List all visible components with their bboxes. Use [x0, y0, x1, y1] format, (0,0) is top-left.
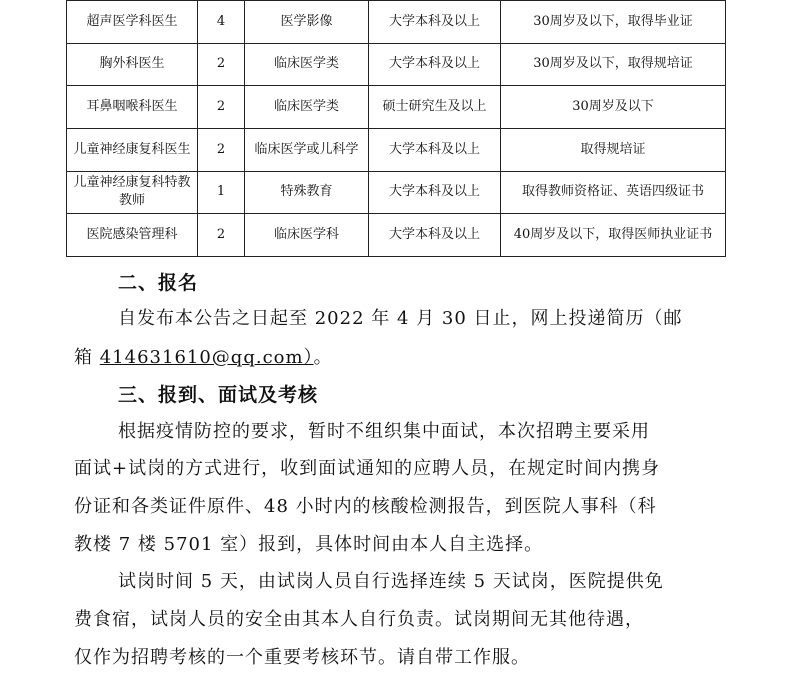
recruitment-table	[66, 0, 726, 257]
recruitment-table-body	[67, 1, 726, 257]
registration-text-line	[74, 343, 333, 369]
requirement-cell: 30周岁及以下，取得毕业证	[501, 1, 726, 44]
position-cell: 胸外科医生	[67, 43, 198, 86]
education-cell: 大学本科及以上	[369, 171, 501, 214]
interview-text-line: 份证和各类证件原件、48 小时内的核酸检测报告，到医院人事科（科	[74, 496, 657, 517]
position-cell: 耳鼻咽喉科医生	[67, 86, 198, 129]
position-cell: 超声医学科医生	[67, 1, 198, 44]
registration-prefix: 箱	[74, 347, 100, 368]
registration-text-line: 自发布本公告之日起至 2022 年 4 月 30 日止，网上投递简历（邮	[118, 308, 683, 329]
count-cell: 4	[198, 1, 245, 44]
requirement-cell: 40周岁及以下，取得医师执业证书	[501, 214, 726, 257]
table-row	[67, 43, 726, 86]
education-cell: 大学本科及以上	[369, 128, 501, 171]
count-cell: 2	[198, 86, 245, 129]
requirement-cell: 取得教师资格证、英语四级证书	[501, 171, 726, 214]
position-cell: 医院感染管理科	[67, 214, 198, 257]
table-row	[67, 128, 726, 171]
requirement-cell: 30周岁及以下	[501, 86, 726, 129]
position-cell: 儿童神经康复科医生	[67, 128, 198, 171]
table-row	[67, 86, 726, 129]
major-cell: 特殊教育	[245, 171, 369, 214]
position-cell: 儿童神经康复科特教教师	[67, 171, 198, 214]
education-cell: 大学本科及以上	[369, 43, 501, 86]
table-row	[67, 171, 726, 214]
major-cell: 医学影像	[245, 1, 369, 44]
major-cell: 临床医学科	[245, 214, 369, 257]
email-link[interactable]: 414631610@qq.com）	[99, 347, 314, 368]
section-heading-interview: 三、报到、面试及考核	[118, 384, 319, 406]
major-cell: 临床医学类	[245, 43, 369, 86]
interview-text-line: 教楼 7 楼 5701 室）报到，具体时间由本人自主选择。	[74, 534, 544, 555]
count-cell: 1	[198, 171, 245, 214]
interview-text-line: 根据疫情防控的要求，暂时不组织集中面试，本次招聘主要采用	[118, 421, 650, 442]
major-cell: 临床医学类	[245, 86, 369, 129]
count-cell: 2	[198, 43, 245, 86]
requirement-cell: 30周岁及以下，取得规培证	[501, 43, 726, 86]
trial-text-line: 试岗时间 5 天，由试岗人员自行选择连续 5 天试岗，医院提供免	[118, 571, 664, 592]
table-row	[67, 1, 726, 44]
trial-text-line: 仅作为招聘考核的一个重要考核环节。请自带工作服。	[74, 647, 530, 668]
count-cell: 2	[198, 214, 245, 257]
count-cell: 2	[198, 128, 245, 171]
education-cell: 大学本科及以上	[369, 214, 501, 257]
interview-text-line: 面试+试岗的方式进行，收到面试通知的应聘人员，在规定时间内携身	[74, 458, 661, 479]
requirement-cell: 取得规培证	[501, 128, 726, 171]
registration-suffix: 。	[313, 347, 333, 368]
trial-text-line: 费食宿，试岗人员的安全由其本人自行负责。试岗期间无其他待遇，	[74, 609, 644, 630]
education-cell: 硕士研究生及以上	[369, 86, 501, 129]
education-cell: 大学本科及以上	[369, 1, 501, 44]
section-heading-registration: 二、报名	[118, 272, 199, 294]
major-cell: 临床医学或儿科学	[245, 128, 369, 171]
table-row	[67, 214, 726, 257]
